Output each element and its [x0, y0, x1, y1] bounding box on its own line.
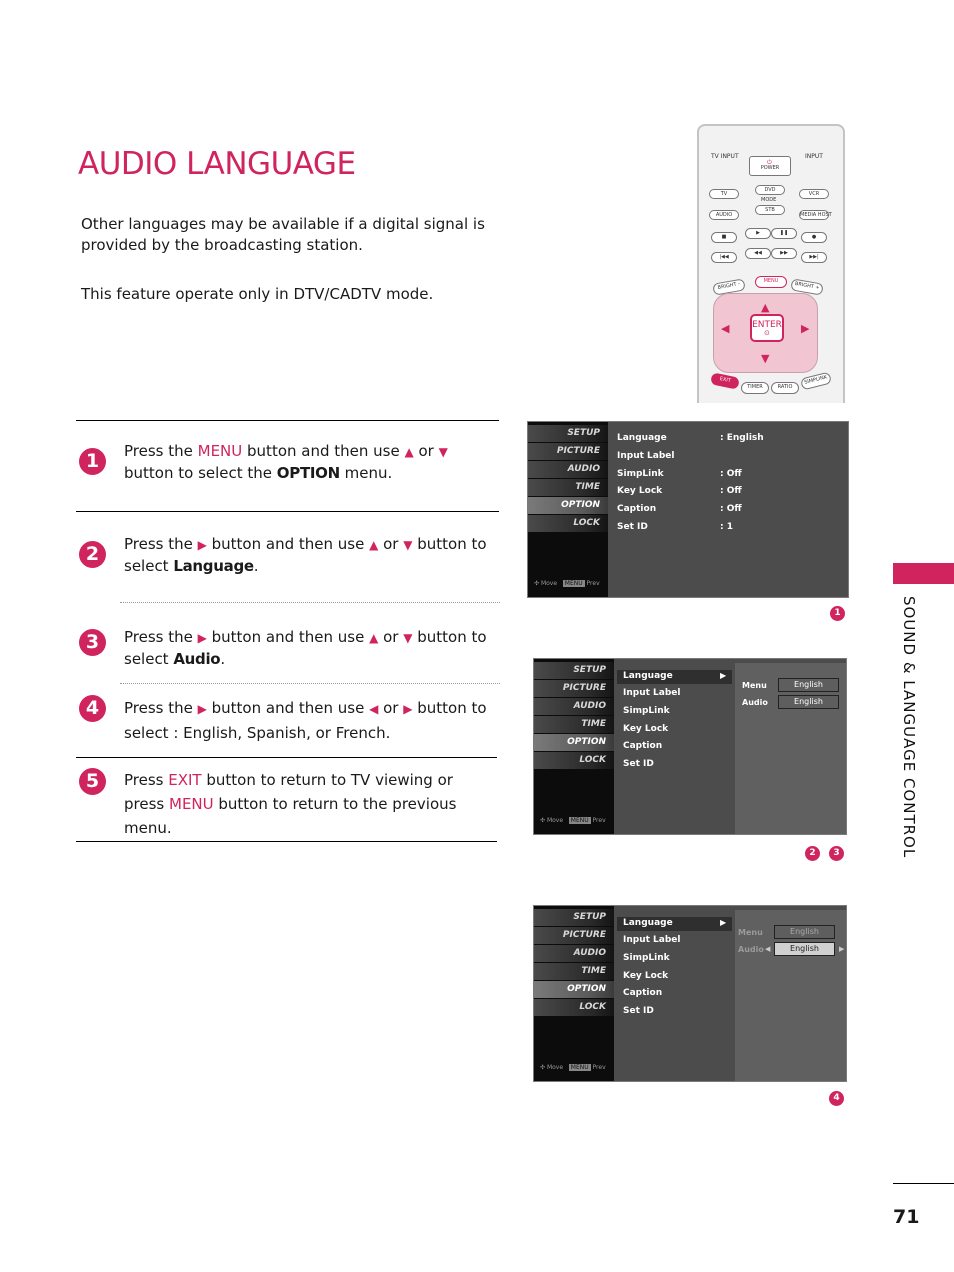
screen-badge-2: 2 — [805, 846, 820, 861]
sub-menu-value: English — [778, 678, 839, 692]
osd-menu-time: TIME — [534, 963, 614, 980]
osd-value-caption: : Off — [720, 504, 742, 514]
record-button[interactable]: ● — [801, 232, 827, 243]
stb-mode-button[interactable]: STB — [755, 205, 785, 215]
step-number-5: 5 — [79, 768, 106, 795]
step-2-text: Press the ▶ button and then use ▲ or ▼ button to select Language. — [124, 535, 487, 575]
osd-value-set-id: : 1 — [720, 522, 733, 532]
intro-text: Other languages may be available if a digital signal is provided by the broadcasting station. — [81, 215, 485, 254]
rewind-button[interactable]: ◀◀ — [745, 248, 771, 259]
menu-button[interactable]: MENU — [755, 276, 787, 288]
osd-menu-lock: LOCK — [534, 999, 614, 1016]
osd-menu-audio: AUDIO — [534, 698, 614, 715]
osd-menu-audio: AUDIO — [534, 945, 614, 962]
right-arrow-icon: ▶ — [801, 322, 810, 335]
sub-menu-value: English — [774, 925, 835, 939]
sub-right-arrow-icon: ▶ — [839, 945, 845, 953]
osd-row-set-id: Set ID — [623, 1006, 654, 1016]
osd-menu-lock: LOCK — [528, 515, 608, 532]
remote-control-illustration — [697, 124, 845, 403]
osd-row-caption: Caption — [617, 504, 657, 514]
osd-screen-language-menu — [533, 658, 847, 835]
power-button[interactable] — [749, 156, 791, 176]
section-rule — [76, 841, 497, 842]
power-icon: ⏻ — [767, 159, 772, 166]
osd-row-input-label: Input Label — [623, 688, 681, 698]
step-3-text: Press the ▶ button and then use ▲ or ▼ button to select Audio. — [124, 628, 487, 668]
down-arrow-icon: ▼ — [761, 352, 770, 365]
screen-badge-4: 4 — [829, 1091, 844, 1106]
osd-row-key-lock: Key Lock — [623, 971, 669, 981]
osd-menu-picture: PICTURE — [534, 927, 614, 944]
osd-footer: ✣ Move MENU Prev — [534, 580, 600, 587]
sub-left-arrow-icon: ◀ — [765, 945, 771, 953]
skip-back-button[interactable]: |◀◀ — [711, 252, 737, 263]
osd-row-simplink: SimpLink — [623, 953, 670, 963]
osd-footer: ✣ Move MENU Prev — [540, 1064, 606, 1071]
pause-button[interactable]: ❚❚ — [771, 228, 797, 239]
media-host-button[interactable]: MEDIA HOST — [800, 212, 832, 218]
osd-menu-setup: SETUP — [528, 425, 608, 442]
osd-value-language: : English — [720, 433, 764, 443]
osd-row-simplink: SimpLink — [617, 469, 664, 479]
left-arrow-icon: ◀ — [721, 322, 730, 335]
chapter-tab — [893, 563, 954, 584]
osd-menu-option: OPTION — [528, 497, 608, 514]
fast-forward-button[interactable]: ▶▶ — [771, 248, 797, 259]
language-keyword: Language — [173, 557, 254, 575]
sub-audio-value: English — [778, 695, 839, 709]
osd-menu-option: OPTION — [534, 734, 614, 751]
play-button[interactable]: ▶ — [745, 228, 771, 239]
sub-menu-label: Menu — [742, 681, 767, 690]
osd-row-language: Language — [623, 918, 673, 928]
exit-button[interactable]: EXIT — [710, 372, 740, 390]
sub-audio-value: English — [774, 942, 835, 956]
osd-row-set-id: Set ID — [617, 522, 648, 532]
vcr-mode-button[interactable]: VCR — [799, 189, 829, 199]
osd-footer: ✣ Move MENU Prev — [540, 817, 606, 824]
enter-dot-icon: ⊙ — [764, 329, 770, 337]
osd-row-caption: Caption — [623, 741, 663, 751]
osd-row-simplink: SimpLink — [623, 706, 670, 716]
sub-audio-label: Audio — [738, 945, 764, 954]
ratio-button[interactable]: RATIO — [771, 382, 799, 394]
osd-row-caption: Caption — [623, 988, 663, 998]
osd-menu-picture: PICTURE — [528, 443, 608, 460]
step-number-1: 1 — [79, 448, 106, 475]
osd-screen-audio-select — [533, 905, 847, 1082]
step-number-4: 4 — [79, 695, 106, 722]
page-number-rule — [893, 1183, 954, 1184]
osd-screen-option-menu — [527, 421, 849, 598]
left-arrow-icon: ◀ — [369, 702, 379, 716]
osd-menu-audio: AUDIO — [528, 461, 608, 478]
menu-keyword: MENU — [169, 795, 214, 813]
tv-mode-button[interactable]: TV — [709, 189, 739, 199]
osd-language-subpanel — [735, 910, 847, 1082]
down-arrow-icon: ▼ — [403, 631, 413, 645]
chapter-label: SOUND & LANGUAGE CONTROL — [900, 596, 918, 859]
osd-row-key-lock: Key Lock — [623, 724, 669, 734]
step-number-3: 3 — [79, 629, 106, 656]
sub-menu-label: Menu — [738, 928, 763, 937]
osd-row-key-lock: Key Lock — [617, 486, 663, 496]
tv-input-label: TV INPUT — [711, 153, 739, 160]
bright-minus-button[interactable]: BRIGHT - — [712, 278, 746, 295]
skip-forward-button[interactable]: ▶▶| — [801, 252, 827, 263]
navigation-pad[interactable] — [713, 293, 818, 373]
down-arrow-icon: ▼ — [403, 538, 413, 552]
osd-row-input-label: Input Label — [617, 451, 675, 461]
osd-menu-picture: PICTURE — [534, 680, 614, 697]
power-label: POWER — [760, 165, 780, 171]
mode-label: MODE — [761, 197, 777, 203]
exit-keyword: EXIT — [168, 771, 202, 789]
down-arrow-icon: ▼ — [438, 445, 448, 459]
up-arrow-icon: ▲ — [404, 445, 414, 459]
osd-sidebar — [534, 906, 614, 1081]
step-5-text: Press EXIT button to return to TV viewing or press MENU button to return to the previous menu. — [124, 771, 457, 837]
input-label: INPUT — [805, 153, 823, 160]
osd-row-input-label: Input Label — [623, 935, 681, 945]
dvd-mode-button[interactable]: DVD — [755, 185, 785, 195]
osd-sidebar — [534, 659, 614, 834]
page-title: AUDIO LANGUAGE — [78, 146, 356, 182]
osd-sidebar — [528, 422, 608, 597]
section-rule — [76, 511, 499, 512]
osd-value-key-lock: : Off — [720, 486, 742, 496]
page-number: 71 — [893, 1206, 920, 1228]
right-arrow-icon: ▶ — [197, 538, 207, 552]
enter-label: ENTER — [752, 320, 782, 330]
stop-button[interactable]: ■ — [711, 232, 737, 243]
simplink-button[interactable]: SIMPLINK — [800, 372, 832, 391]
osd-menu-time: TIME — [528, 479, 608, 496]
submenu-arrow-icon: ▶ — [720, 918, 727, 927]
right-arrow-icon: ▶ — [197, 702, 207, 716]
section-rule — [76, 420, 499, 421]
timer-button[interactable]: TIMER — [741, 382, 769, 394]
osd-row-set-id: Set ID — [623, 759, 654, 769]
osd-row-language: Language — [617, 433, 667, 443]
osd-menu-time: TIME — [534, 716, 614, 733]
section-rule — [76, 757, 497, 758]
step-number-2: 2 — [79, 541, 106, 568]
screen-badge-3: 3 — [829, 846, 844, 861]
option-keyword: OPTION — [276, 464, 340, 482]
dotted-divider — [120, 602, 500, 603]
audio-keyword: Audio — [173, 650, 221, 668]
right-arrow-icon: ▶ — [403, 702, 413, 716]
dotted-divider — [120, 683, 500, 684]
submenu-arrow-icon: ▶ — [720, 671, 727, 680]
right-arrow-icon: ▶ — [197, 631, 207, 645]
enter-button[interactable] — [750, 314, 784, 342]
menu-keyword: MENU — [197, 442, 243, 460]
osd-value-simplink: : Off — [720, 469, 742, 479]
osd-menu-setup: SETUP — [534, 909, 614, 926]
osd-language-subpanel — [735, 663, 847, 835]
sub-audio-label: Audio — [742, 698, 768, 707]
screen-badge-1: 1 — [830, 606, 845, 621]
up-arrow-icon: ▲ — [761, 301, 770, 314]
mode-note: This feature operate only in DTV/CADTV mode. — [81, 285, 434, 303]
osd-menu-setup: SETUP — [534, 662, 614, 679]
step-4-text: Press the ▶ button and then use ◀ or ▶ button to select : English, Spanish, or French. — [124, 699, 487, 742]
step-1-text: Press the MENU button and then use ▲ or ▼ button to select the OPTION menu. — [124, 442, 448, 482]
osd-menu-option: OPTION — [534, 981, 614, 998]
bright-plus-button[interactable]: BRIGHT + — [790, 278, 824, 295]
audio-mode-button[interactable]: AUDIO — [709, 210, 739, 220]
up-arrow-icon: ▲ — [369, 631, 379, 645]
up-arrow-icon: ▲ — [369, 538, 379, 552]
osd-row-language: Language — [623, 671, 673, 681]
osd-menu-lock: LOCK — [534, 752, 614, 769]
